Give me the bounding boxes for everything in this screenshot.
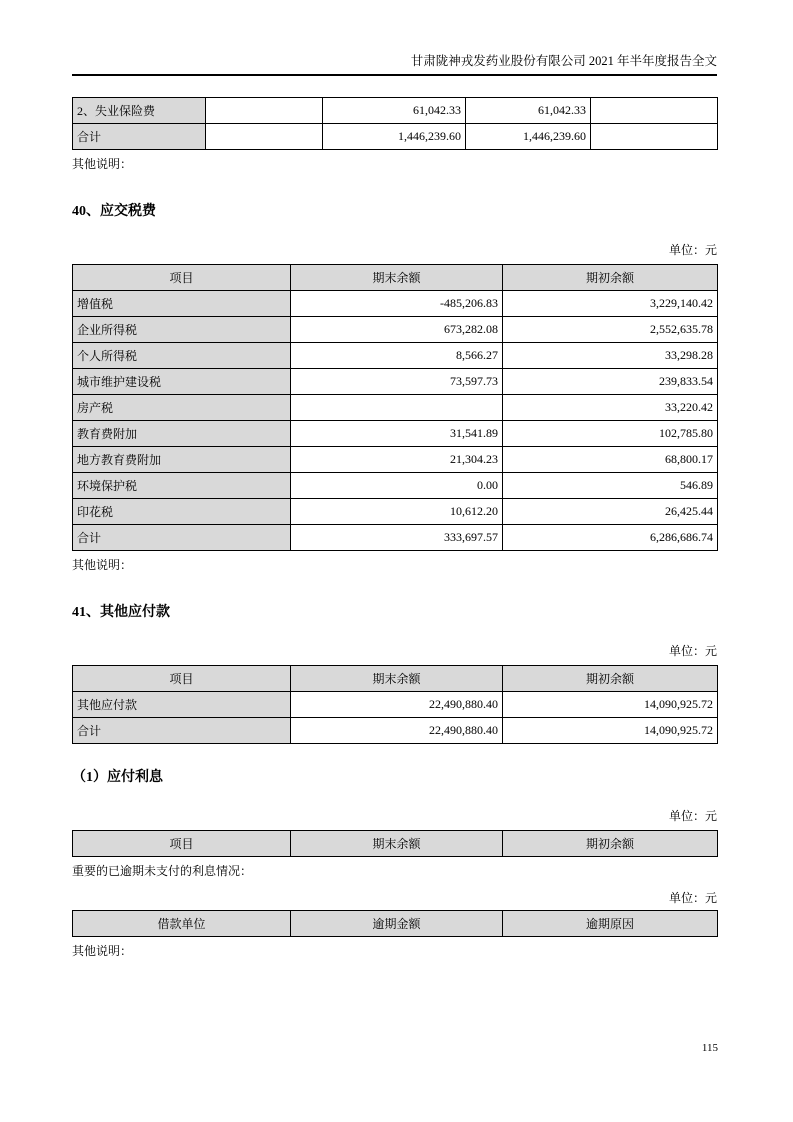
social-insurance-table [72, 97, 718, 150]
column-header: 借款单位 [73, 911, 291, 937]
table-row [73, 98, 718, 124]
table-cell: 61,042.33 [323, 98, 466, 124]
column-header: 期初余额 [503, 666, 718, 692]
column-header: 项目 [73, 666, 291, 692]
section-41-1-title: （1）应付利息 [72, 770, 163, 785]
table-cell: 增值税 [73, 291, 291, 317]
table-cell: 1,446,239.60 [466, 124, 591, 150]
table-cell: 102,785.80 [503, 421, 718, 447]
interest-payable-table [72, 830, 718, 857]
table-cell: 61,042.33 [466, 98, 591, 124]
table-cell: 2、失业保险费 [73, 98, 206, 124]
table-row [73, 499, 718, 525]
table-cell: 企业所得税 [73, 317, 291, 343]
table-row [73, 692, 718, 718]
table-cell: 个人所得税 [73, 343, 291, 369]
table-cell: 3,229,140.42 [503, 291, 718, 317]
table-cell: 546.89 [503, 473, 718, 499]
table-cell: 城市维护建设税 [73, 369, 291, 395]
table-header-row [73, 831, 718, 857]
table-row [73, 473, 718, 499]
column-header: 期末余额 [291, 831, 503, 857]
unit-label: 单位：元 [668, 891, 717, 905]
other-note: 其他说明： [72, 157, 133, 171]
section-41-title: 41、其他应付款 [72, 605, 170, 620]
table-row [73, 317, 718, 343]
table-cell: 2,552,635.78 [503, 317, 718, 343]
table-cell [591, 124, 718, 150]
column-header: 期初余额 [503, 831, 718, 857]
table-cell: 21,304.23 [291, 447, 503, 473]
table-cell: 合计 [73, 525, 291, 551]
table-header-row [73, 265, 718, 291]
column-header: 项目 [73, 265, 291, 291]
other-payables-table [72, 665, 718, 744]
table-cell [591, 98, 718, 124]
table-cell: 26,425.44 [503, 499, 718, 525]
taxes-payable-table [72, 264, 718, 551]
table-header-row [73, 911, 718, 937]
other-note: 其他说明： [72, 558, 133, 572]
table-cell: 印花税 [73, 499, 291, 525]
unit-label: 单位：元 [668, 243, 717, 257]
table-cell: 环境保护税 [73, 473, 291, 499]
page-content [72, 0, 717, 959]
table-cell: 22,490,880.40 [291, 718, 503, 744]
table-cell: 68,800.17 [503, 447, 718, 473]
table-cell: 31,541.89 [291, 421, 503, 447]
page-header-title: 甘肃陇神戎发药业股份有限公司 2021 年半年度报告全文 [410, 54, 717, 68]
table-cell: 1,446,239.60 [323, 124, 466, 150]
overdue-interest-intro: 重要的已逾期未支付的利息情况： [72, 864, 253, 878]
column-header: 逾期原因 [503, 911, 718, 937]
table-cell: 地方教育费附加 [73, 447, 291, 473]
table-row [73, 718, 718, 744]
table-row [73, 124, 718, 150]
column-header: 项目 [73, 831, 291, 857]
table-cell: 14,090,925.72 [503, 718, 718, 744]
table-row [73, 291, 718, 317]
table-cell: 合计 [73, 124, 206, 150]
overdue-interest-table [72, 910, 718, 937]
table-row [73, 395, 718, 421]
table-cell: 673,282.08 [291, 317, 503, 343]
table-cell: 22,490,880.40 [291, 692, 503, 718]
column-header: 期初余额 [503, 265, 718, 291]
table-cell [291, 395, 503, 421]
unit-label: 单位：元 [668, 809, 717, 823]
table-row [73, 525, 718, 551]
table-cell: 教育费附加 [73, 421, 291, 447]
page-header [72, 0, 717, 76]
table-cell: 其他应付款 [73, 692, 291, 718]
table-cell: 33,298.28 [503, 343, 718, 369]
table-row [73, 343, 718, 369]
other-note: 其他说明： [72, 944, 133, 958]
table-row [73, 369, 718, 395]
table-header-row [73, 666, 718, 692]
table-cell: 0.00 [291, 473, 503, 499]
column-header: 期末余额 [291, 265, 503, 291]
table-cell: 14,090,925.72 [503, 692, 718, 718]
column-header: 期末余额 [291, 666, 503, 692]
table-cell [206, 124, 323, 150]
table-cell: -485,206.83 [291, 291, 503, 317]
table-cell: 73,597.73 [291, 369, 503, 395]
table-cell: 房产税 [73, 395, 291, 421]
unit-label: 单位：元 [668, 644, 717, 658]
table-cell: 333,697.57 [291, 525, 503, 551]
table-row [73, 447, 718, 473]
table-cell [206, 98, 323, 124]
page-number: 115 [701, 1042, 718, 1054]
section-40-title: 40、应交税费 [72, 204, 156, 219]
table-cell: 33,220.42 [503, 395, 718, 421]
table-cell: 10,612.20 [291, 499, 503, 525]
table-row [73, 421, 718, 447]
table-cell: 8,566.27 [291, 343, 503, 369]
table-cell: 6,286,686.74 [503, 525, 718, 551]
column-header: 逾期金额 [291, 911, 503, 937]
table-cell: 239,833.54 [503, 369, 718, 395]
table-cell: 合计 [73, 718, 291, 744]
